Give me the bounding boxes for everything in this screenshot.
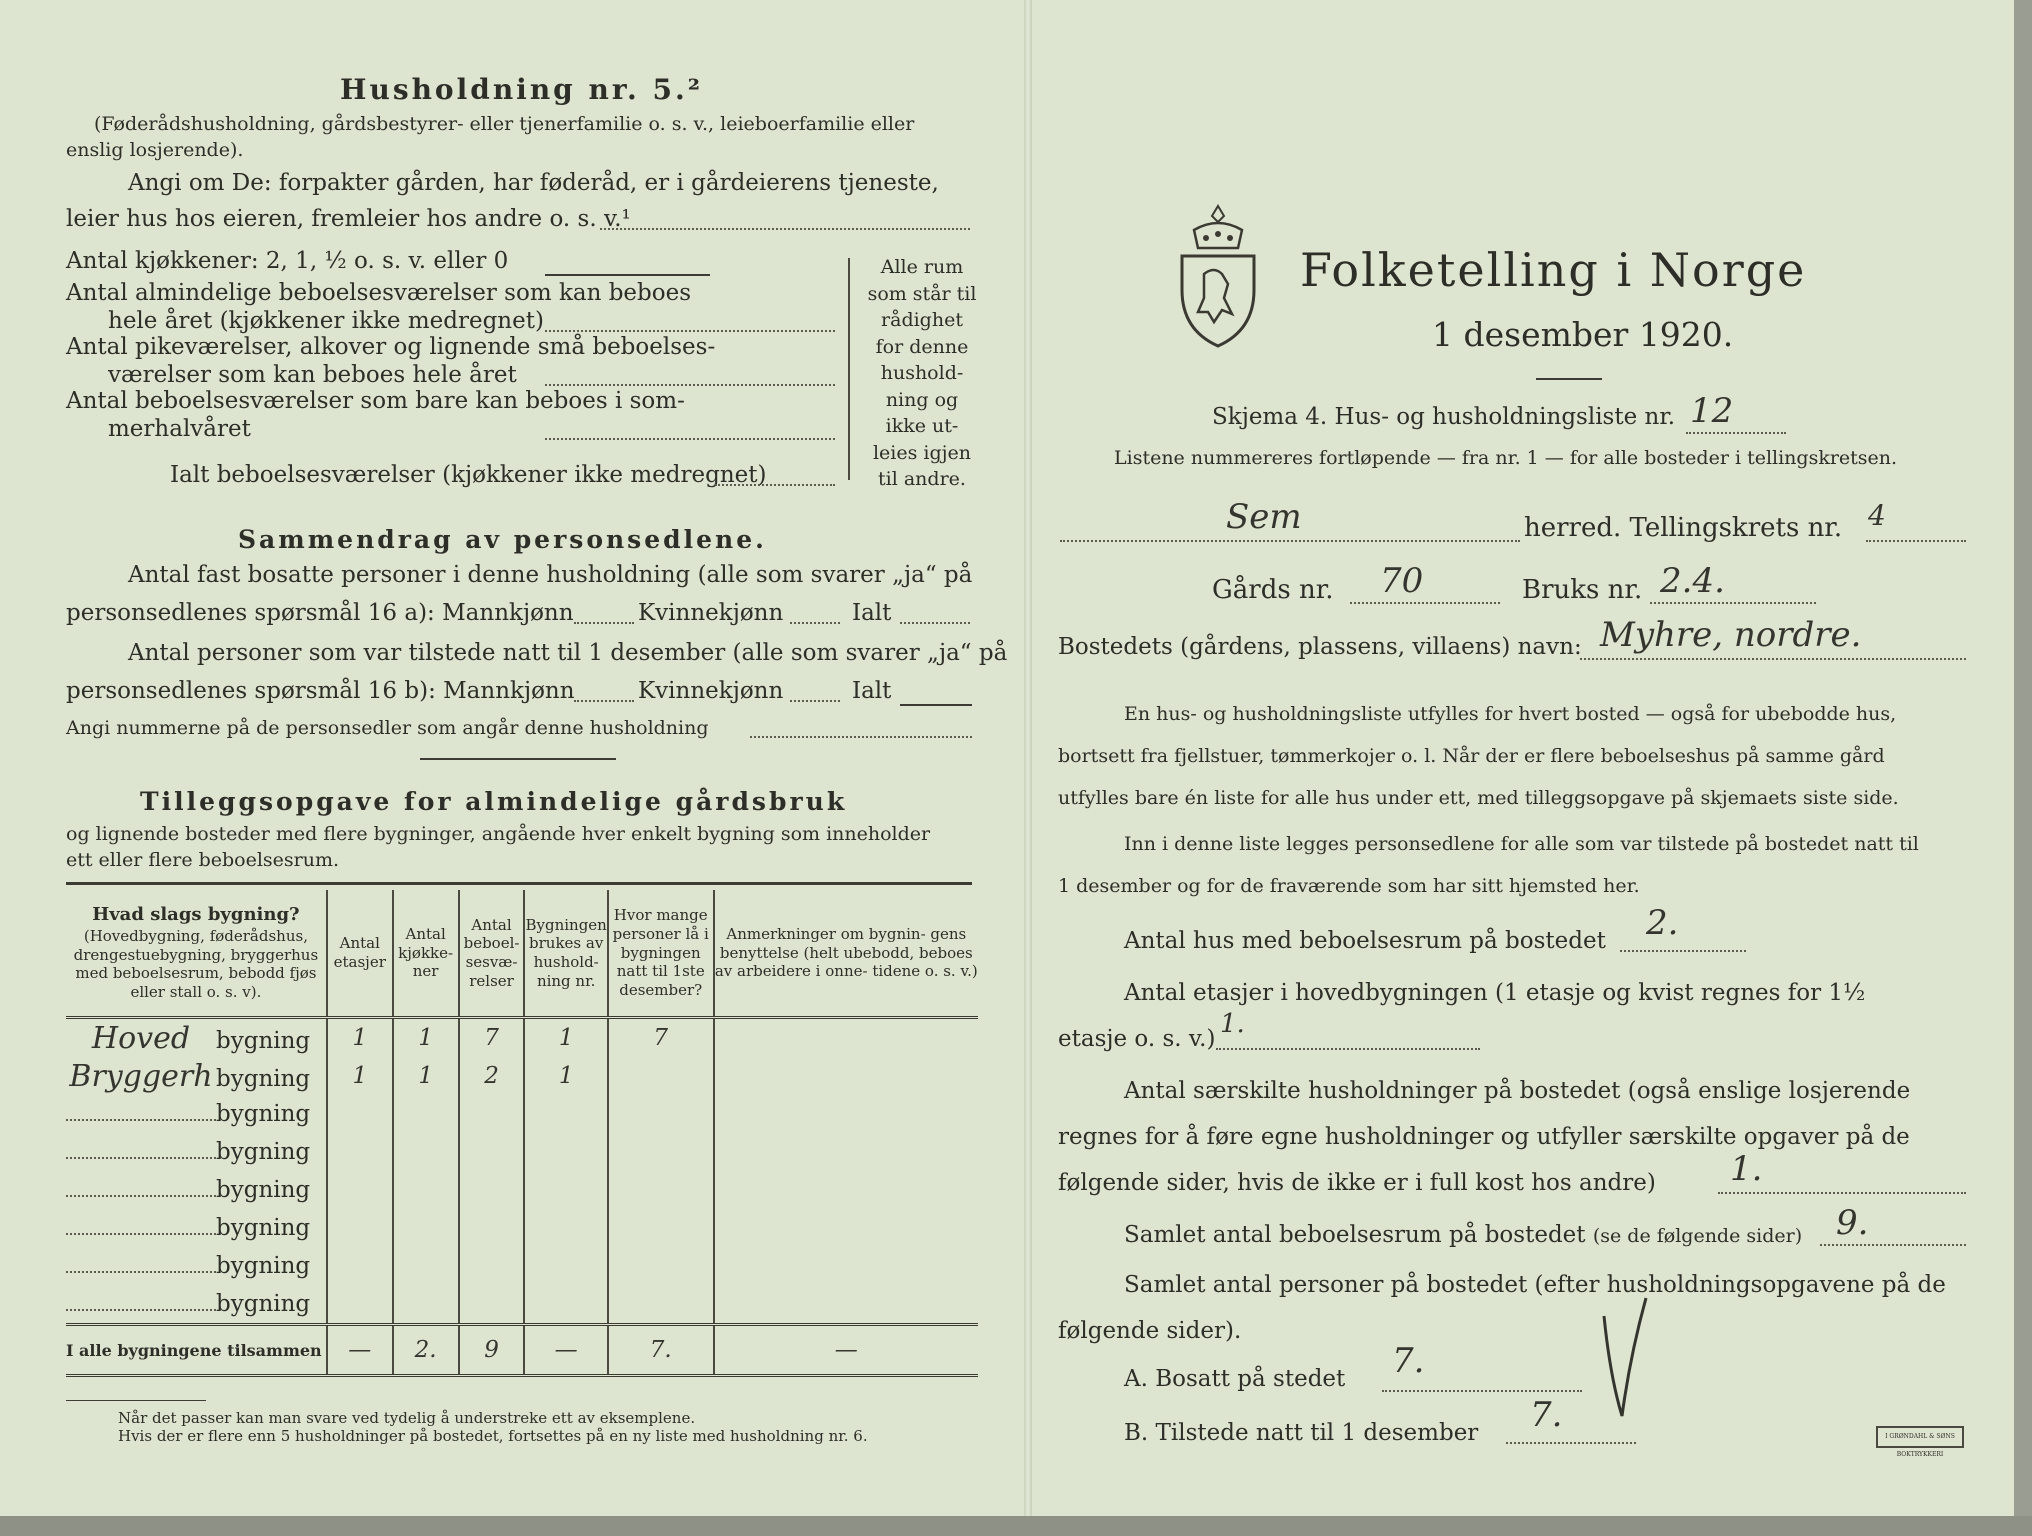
page-fold bbox=[1024, 0, 1032, 1536]
col-head-anmerkninger: Anmerkninger om bygnin- gens benyttelse (helt ubebodd, beboes av arbeidere i onne- tidene o. s. v.) bbox=[714, 890, 978, 1018]
table-row: bygning bbox=[66, 1171, 978, 1209]
herred-value: Sem bbox=[1226, 497, 1302, 537]
herred-label: herred. Tellingskrets nr. bbox=[1524, 513, 1843, 543]
bruks-label: Bruks nr. bbox=[1522, 575, 1643, 605]
bosatt-value: 7. bbox=[1392, 1341, 1425, 1381]
fast-ialt: Ialt bbox=[852, 600, 892, 626]
sommer-label-2: merhalvåret bbox=[108, 416, 251, 442]
angi-line-2: leier hus hos eieren, fremleier hos andre o. s. v.¹ bbox=[66, 206, 631, 232]
info-line-3: utfylles bare én liste for alle hus under ett, med tilleggsopgave på skjemaets siste side. bbox=[1058, 787, 1899, 809]
col-head-vaerelser: Antal beboel- sesvæ- relser bbox=[459, 890, 525, 1018]
table-row: Hoved bygning 1 1 7 1 7 bbox=[66, 1018, 978, 1058]
info-line-1: En hus- og husholdningsliste utfylles for hvert bosted — også for ubebodde hus, bbox=[1124, 703, 1897, 725]
samlet-pers-line-2: følgende sider). bbox=[1058, 1318, 1242, 1344]
household-title: Husholdning nr. 5.² bbox=[340, 73, 704, 106]
bruks-value: 2.4. bbox=[1660, 561, 1725, 601]
household-subtitle-2: enslig losjerende). bbox=[66, 139, 244, 161]
census-date: 1 desember 1920. bbox=[1432, 315, 1734, 354]
etasjer-line-1: Antal etasjer i hovedbygningen (1 etasje og kvist regnes for 1½ bbox=[1124, 980, 1866, 1006]
info-line-4: Inn i denne liste legges personsedlene for alle som var tilstede på bostedet natt til bbox=[1124, 833, 1919, 855]
sheet-edge bbox=[0, 1516, 2032, 1536]
brace-note: Alle rum som står til rådighet for denne hushold- ning og ikke ut- leies igjen til andre. bbox=[867, 256, 977, 490]
saer-line-2: regnes for å føre egne husholdninger og utfyller særskilte opgaver på de bbox=[1058, 1124, 1910, 1150]
tilst-line-2: personsedlenes spørsmål 16 b): Mannkjønn bbox=[66, 678, 575, 704]
col-head-etasjer: Antal etasjer bbox=[327, 890, 393, 1018]
bosatt-label: A. Bosatt på stedet bbox=[1124, 1366, 1346, 1392]
col-head-husholdning: Bygningen brukes av hushold- ning nr. bbox=[524, 890, 607, 1018]
coat-of-arms-icon bbox=[1176, 202, 1260, 350]
footnote-2: Hvis der er flere enn 5 husholdninger på bostedet, fortsettes på en ny liste med husholdning nr. 6. bbox=[118, 1427, 868, 1445]
tilstede-value: 7. bbox=[1530, 1395, 1563, 1435]
info-line-5: 1 desember og for de fraværende som har sitt hjemsted her. bbox=[1058, 875, 1640, 897]
hus-label: Antal hus med beboelsesrum på bostedet bbox=[1124, 928, 1606, 954]
ialt-label: Ialt beboelsesværelser (kjøkkener ikke medregnet) bbox=[170, 462, 767, 488]
tillegg-title: Tilleggsopgave for almindelige gårdsbruk bbox=[140, 787, 848, 816]
table-row: bygning bbox=[66, 1133, 978, 1171]
skjema-value: 12 bbox=[1690, 391, 1734, 431]
check-mark-icon bbox=[1600, 1296, 1650, 1420]
pike-label-2: værelser som kan beboes hele året bbox=[108, 362, 517, 388]
table-row: bygning bbox=[66, 1285, 978, 1325]
tillegg-line-1: og lignende bosteder med flere bygninger, angående hver enkelt bygning som inneholder bbox=[66, 823, 931, 845]
sommer-label-1: Antal beboelsesværelser som bare kan beboes i som- bbox=[66, 388, 685, 414]
bosted-label: Bostedets (gårdens, plassens, villaens) navn: bbox=[1058, 634, 1582, 660]
fast-line-1: Antal fast bosatte personer i denne husholdning (alle som svarer „ja“ på bbox=[128, 562, 973, 588]
household-subtitle-1: (Føderådshusholdning, gårdsbestyrer- eller tjenerfamilie o. s. v., leieboerfamilie eller bbox=[94, 113, 915, 135]
etasjer-line-2: etasje o. s. v.) bbox=[1058, 1026, 1216, 1052]
info-line-2: bortsett fra fjellstuer, tømmerkojer o. l. Når der er flere beboelseshus på samme gård bbox=[1058, 745, 1885, 767]
tellingskrets-value: 4 bbox=[1868, 499, 1886, 532]
angi-line-1: Angi om De: forpakter gården, har føderåd, er i gårdeierens tjeneste, bbox=[128, 170, 939, 196]
gards-label: Gårds nr. bbox=[1212, 575, 1334, 605]
table-total-row: I alle bygningene tilsammen — 2. 9 — 7. — bbox=[66, 1325, 978, 1376]
saer-line-3: følgende sider, hvis de ikke er i full kost hos andre) bbox=[1058, 1170, 1656, 1196]
tilst-line-1: Antal personer som var tilstede natt til 1 desember (alle som svarer „ja“ på bbox=[128, 640, 1008, 666]
samlet-pers-line-1: Samlet antal personer på bostedet (efter husholdningsopgavene på de bbox=[1124, 1272, 1946, 1298]
tilstede-label: B. Tilstede natt til 1 desember bbox=[1124, 1420, 1479, 1446]
fast-kvinne: Kvinnekjønn bbox=[638, 600, 784, 626]
samlet-rum-label: Samlet antal beboelsesrum på bostedet (se de følgende sider) bbox=[1124, 1222, 1803, 1248]
fast-line-2: personsedlenes spørsmål 16 a): Mannkjønn bbox=[66, 600, 574, 626]
brace bbox=[848, 258, 860, 480]
nummerne-label: Angi nummerne på de personsedler som angår denne husholdning bbox=[66, 717, 709, 739]
saer-line-1: Antal særskilte husholdninger på bostedet (også enslige losjerende bbox=[1124, 1078, 1911, 1104]
sheet-edge bbox=[2014, 0, 2032, 1536]
tilst-kvinne: Kvinnekjønn bbox=[638, 678, 784, 704]
pike-label-1: Antal pikeværelser, alkover og lignende små beboelses- bbox=[66, 334, 716, 360]
building-table bbox=[66, 890, 978, 1377]
tilst-ialt: Ialt bbox=[852, 678, 892, 704]
saer-value: 1. bbox=[1730, 1149, 1763, 1189]
table-row: bygning bbox=[66, 1247, 978, 1285]
census-title: Folketelling i Norge bbox=[1300, 243, 1807, 297]
kjokkener-label: Antal kjøkkener: 2, 1, ½ o. s. v. eller 0 bbox=[66, 248, 509, 274]
table-row: Bryggerh bygning 1 1 2 1 bbox=[66, 1057, 978, 1095]
table-header-row bbox=[66, 890, 978, 1018]
gards-value: 70 bbox=[1380, 561, 1424, 601]
col-head-type: Hvad slags bygning? (Hovedbygning, føderådshus, drengestuebygning, bryggerhus med beboelsesrum, bebodd fjøs eller stall o. s. v). bbox=[66, 890, 327, 1018]
table-row: bygning bbox=[66, 1209, 978, 1247]
listene-note: Listene nummereres fortløpende — fra nr. 1 — for alle bosteder i tellingskretsen. bbox=[1114, 447, 1898, 469]
tillegg-line-2: ett eller flere beboelsesrum. bbox=[66, 849, 340, 871]
bosted-value: Myhre, nordre. bbox=[1600, 615, 1862, 655]
skjema-label: Skjema 4. Hus- og husholdningsliste nr. bbox=[1212, 404, 1676, 430]
etasjer-value: 1. bbox=[1220, 1009, 1245, 1039]
alm-label-1: Antal almindelige beboelsesværelser som kan beboes bbox=[66, 280, 692, 306]
table-row: bygning bbox=[66, 1095, 978, 1133]
col-head-personer: Hvor mange personer lå i bygningen natt til 1ste desember? bbox=[608, 890, 714, 1018]
printer-stamp: I GRØNDAHL & SØNS BOKTRYKKERI bbox=[1876, 1426, 1964, 1448]
sammendrag-title: Sammendrag av personsedlene. bbox=[238, 525, 767, 554]
footnote-1: Når det passer kan man svare ved tydelig å understreke ett av eksemplene. bbox=[118, 1409, 696, 1427]
col-head-kjokkener: Antal kjøkke- ner bbox=[393, 890, 459, 1018]
samlet-rum-value: 9. bbox=[1836, 1203, 1869, 1243]
alm-label-2: hele året (kjøkkener ikke medregnet) bbox=[108, 308, 544, 334]
hus-value: 2. bbox=[1646, 903, 1679, 943]
